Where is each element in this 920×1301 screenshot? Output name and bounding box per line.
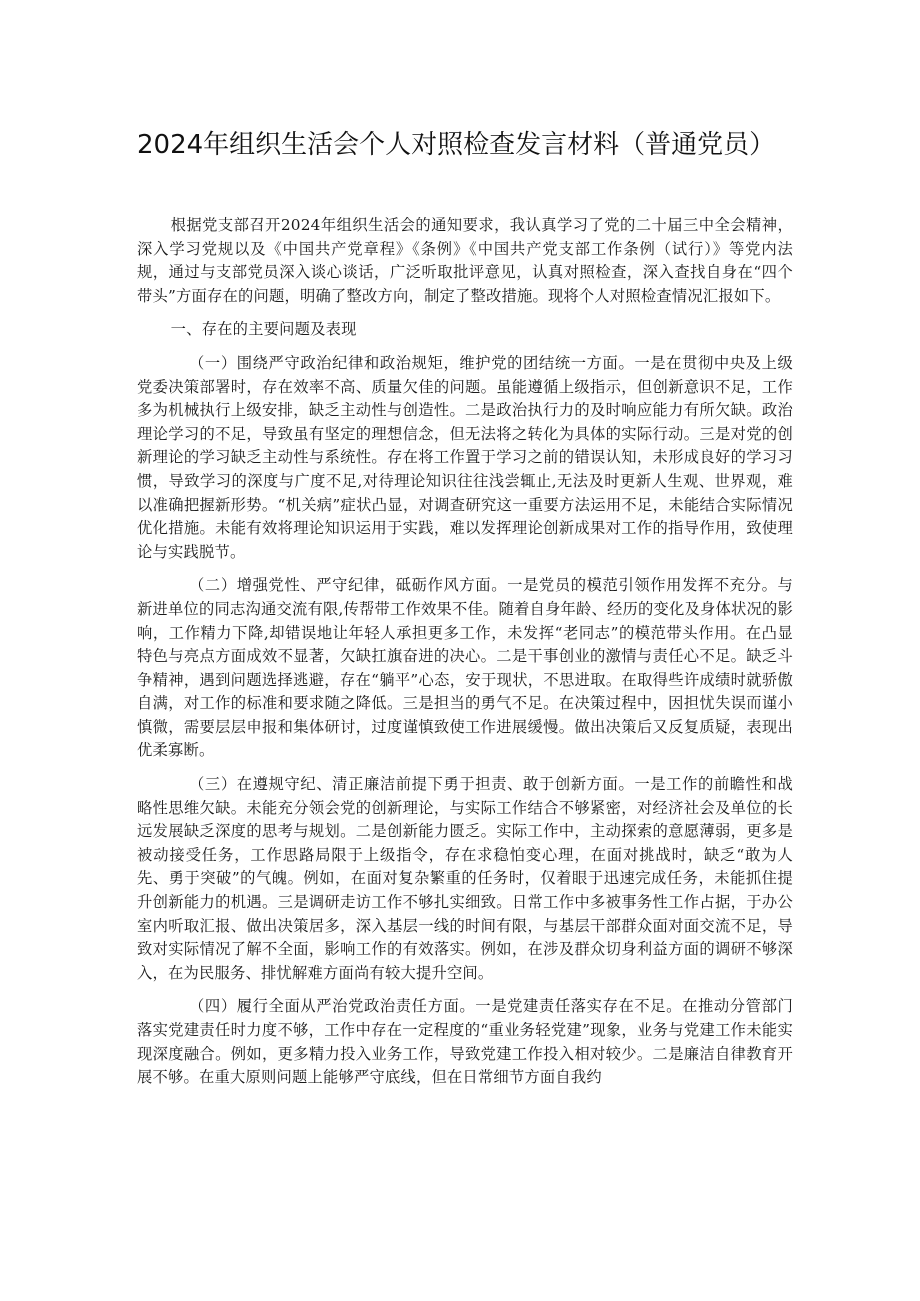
paragraph-3: （三）在遵规守纪、清正廉洁前提下勇于担责、敢于创新方面。一是工作的前瞻性和战略性思维欠缺。未能充分领会党的创新理论，与实际工作结合不够紧密，对经济社会及单位的长远发展缺乏深度的思考与规划。二是创新能力匮乏。实际工作中，主动探索的意愿薄弱，更多是被动接受任务，工作思路局限于上级指令，存在求稳怕变心理，在面对挑战时，缺乏“敢为人先、勇于突破”的气魄。例如，在面对复杂繁重的任务时，仅着眼于迅速完成任务，未能抓住提升创新能力的机遇。三是调研走访工作不够扎实细致。日常工作中多被事务性工作占据，于办公室内听取汇报、做出决策居多，深入基层一线的时间有限，与基层干部群众面对面交流不足，导致对实际情况了解不全面，影响工作的有效落实。例如，在涉及群众切身利益方面的调研不够深入，在为民服务、排忧解难方面尚有较大提升空间。 (137, 775, 793, 982)
intro-paragraph: 根据党支部召开2024年组织生活会的通知要求，我认真学习了党的二十届三中全会精神，深入学习党规以及《中国共产党章程》《条例》《中国共产党支部工作条例（试行）》等党内法规，通过与支部党员深入谈心谈话，广泛听取批评意见，认真对照检查，深入查找自身在“四个带头”方面存在的问题，明确了整改方向，制定了整改措施。现将个人对照检查情况汇报如下。 (137, 216, 793, 305)
document-title: 2024年组织生活会个人对照检查发言材料（普通党员） (137, 130, 776, 160)
paragraph-1: （一）围绕严守政治纪律和政治规矩，维护党的团结统一方面。一是在贯彻中央及上级党委决策部署时，存在效率不高、质量欠佳的问题。虽能遵循上级指示，但创新意识不足，工作多为机械执行上级安排，缺乏主动性与创造性。二是政治执行力的及时响应能力有所欠缺。政治理论学习的不足，导致虽有坚定的理想信念，但无法将之转化为具体的实际行动。三是对党的创新理论的学习缺乏主动性与系统性。存在将工作置于学习之前的错误认知，未形成良好的学习习惯，导致学习的深度与广度不足,对待理论知识往往浅尝辄止,无法及时更新人生观、世界观，难以准确把握新形势。“机关病”症状凸显，对调查研究这一重要方法运用不足，未能结合实际情况优化措施。未能有效将理论知识运用于实践，难以发挥理论创新成果对工作的指导作用，致使理论与实践脱节。 (137, 353, 793, 561)
paragraph-2: （二）增强党性、严守纪律，砥砺作风方面。一是党员的模范引领作用发挥不充分。与新进单位的同志沟通交流有限,传帮带工作效果不佳。随着自身年龄、经历的变化及身体状况的影响，工作精力下降,却错误地让年轻人承担更多工作，未发挥“老同志”的模范带头作用。在凸显特色与亮点方面成效不显著，欠缺扛旗奋进的决心。二是干事创业的激情与责任心不足。缺乏斗争精神，遇到问题选择逃避，存在“躺平”心态，安于现状，不思进取。在取得些许成绩时就骄傲自满，对工作的标准和要求随之降低。三是担当的勇气不足。在决策过程中，因担忧失误而谨小慎微，需要层层申报和集体研讨，过度谨慎致使工作进展缓慢。做出决策后又反复质疑，表现出优柔寡断。 (137, 576, 793, 760)
document-body (137, 214, 793, 1100)
paragraph-4: （四）履行全面从严治党政治责任方面。一是党建责任落实存在不足。在推动分管部门落实党建责任时力度不够，工作中存在一定程度的“重业务轻党建”现象，业务与党建工作未能实现深度融合。例如，更多精力投入业务工作，导致党建工作投入相对较少。二是廉洁自律教育开展不够。在重大原则问题上能够严守底线，但在日常细节方面自我约 (137, 997, 793, 1087)
section-heading: 一、存在的主要问题及表现 (170, 320, 357, 339)
